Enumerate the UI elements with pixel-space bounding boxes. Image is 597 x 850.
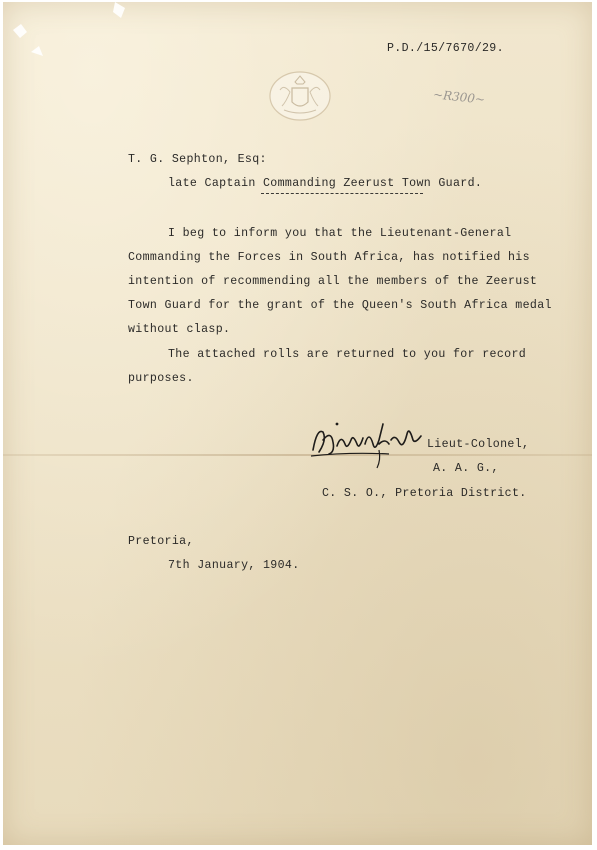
signatory-rank: Lieut-Colonel,: [427, 438, 530, 451]
fold-crease: [3, 454, 592, 456]
pencil-note: ~R300~: [432, 87, 486, 107]
body-line: I beg to inform you that the Lieutenant-General: [168, 227, 512, 240]
torn-corner-mark: [11, 22, 51, 62]
torn-top-mark: [111, 2, 141, 32]
title-underline: [261, 193, 423, 194]
body-line: The attached rolls are returned to you for record: [168, 348, 527, 361]
signatory-post: A. A. G.,: [433, 462, 499, 475]
reference-number: P.D./15/7670/29.: [387, 42, 504, 55]
body-line: intention of recommending all the members of the Zeerust: [128, 275, 538, 288]
letter-sheet: [3, 2, 592, 845]
royal-crest-icon: [268, 66, 332, 122]
place: Pretoria,: [128, 535, 194, 548]
signatory-office: C. S. O., Pretoria District.: [322, 487, 527, 500]
body-line: purposes.: [128, 372, 194, 385]
addressee-name: T. G. Sephton, Esq:: [128, 153, 267, 166]
addressee-title: late Captain Commanding Zeerust Town Guard.: [168, 177, 483, 190]
body-line: Commanding the Forces in South Africa, has notified his: [128, 251, 530, 264]
body-line: Town Guard for the grant of the Queen's South Africa medal: [128, 299, 552, 312]
handwritten-signature: [309, 410, 429, 472]
letter-date: 7th January, 1904.: [168, 559, 300, 572]
body-line: without clasp.: [128, 323, 231, 336]
